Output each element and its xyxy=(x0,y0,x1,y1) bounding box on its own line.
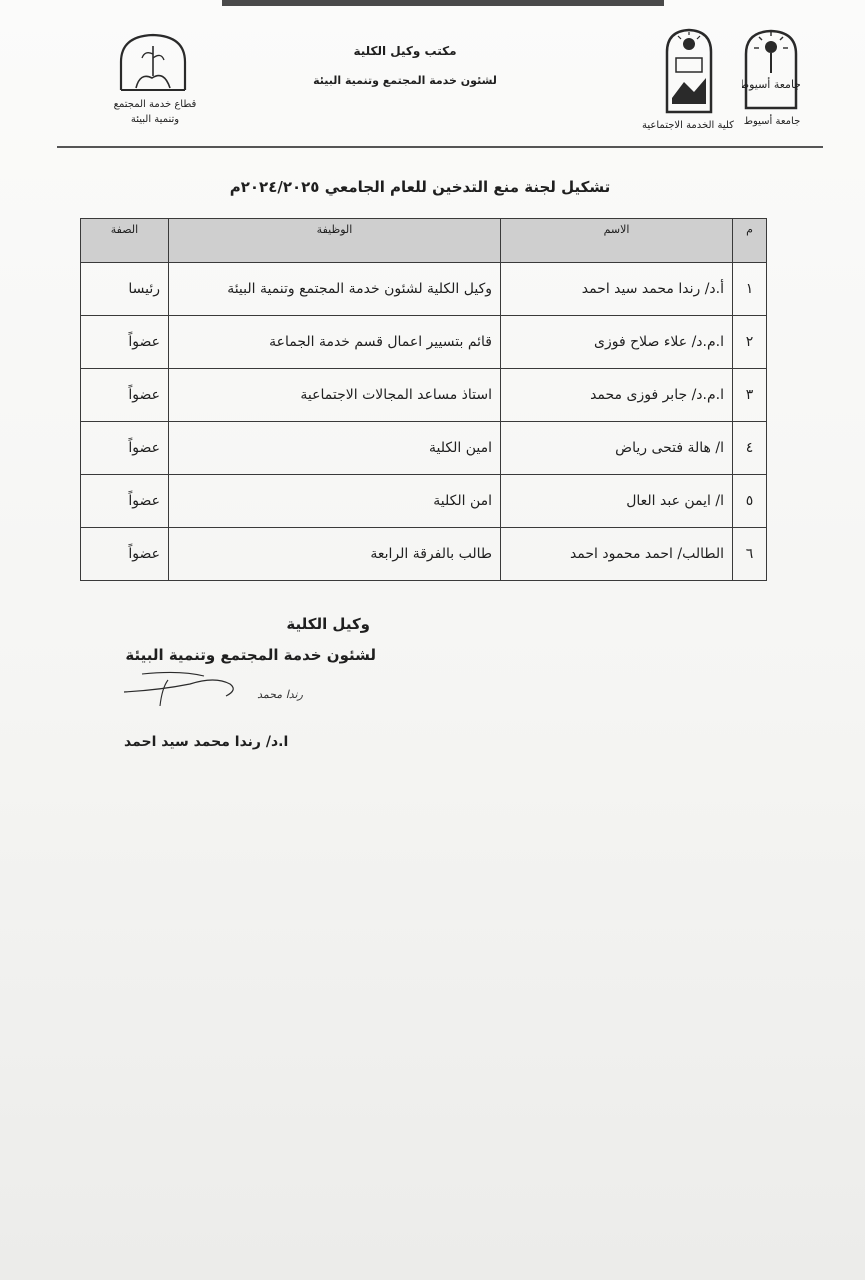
signature-title: وكيل الكلية xyxy=(286,615,370,633)
header-divider xyxy=(57,146,823,148)
table-row xyxy=(81,475,767,528)
member-role: عضواً xyxy=(81,528,169,581)
member-role: عضواً xyxy=(81,369,169,422)
table-row xyxy=(81,369,767,422)
scan-top-edge xyxy=(222,0,664,6)
member-role: رئيسا xyxy=(81,263,169,316)
row-number: ١ xyxy=(733,263,767,316)
member-name: ا/ ايمن عبد العال xyxy=(501,475,733,528)
svg-text:رندا محمد: رندا محمد xyxy=(257,688,303,701)
committee-table xyxy=(80,218,767,581)
row-number: ٦ xyxy=(733,528,767,581)
signatory-name: ا.د/ رندا محمد سيد احمد xyxy=(124,734,289,750)
signature-block xyxy=(116,615,376,664)
office-header xyxy=(290,44,520,87)
member-job: امن الكلية xyxy=(169,475,501,528)
assiut-university-logo xyxy=(742,28,800,114)
member-job: استاذ مساعد المجالات الاجتماعية xyxy=(169,369,501,422)
logo-right-label: جامعة أسيوط xyxy=(743,116,801,127)
member-job: وكيل الكلية لشئون خدمة المجتمع وتنمية البيئة xyxy=(169,263,501,316)
member-name: ا.م.د/ علاء صلاح فوزى xyxy=(501,316,733,369)
office-subline: لشئون خدمة المجتمع وتنمية البيئة xyxy=(313,74,497,87)
member-name: أ.د/ رندا محمد سيد احمد xyxy=(501,263,733,316)
member-role: عضواً xyxy=(81,422,169,475)
column-header-job: الوظيفة xyxy=(169,219,501,263)
row-number: ٥ xyxy=(733,475,767,528)
table-header-row xyxy=(81,219,767,263)
member-role: عضواً xyxy=(81,475,169,528)
office-line: مكتب وكيل الكلية xyxy=(353,44,457,58)
table-row xyxy=(81,528,767,581)
logo-left-label-1: قطاع خدمة المجتمع xyxy=(113,99,197,110)
member-job: امين الكلية xyxy=(169,422,501,475)
member-name: ا/ هالة فتحى رياض xyxy=(501,422,733,475)
svg-text:جامعة أسيوط: جامعة أسيوط xyxy=(742,78,800,91)
table-row xyxy=(81,263,767,316)
document-title: تشكيل لجنة منع التدخين للعام الجامعي ٢٠٢٤/٢٠٢٥م xyxy=(229,178,611,196)
member-job: قائم بتسيير اعمال قسم خدمة الجماعة xyxy=(169,316,501,369)
logo-left-label-2: وتنمية البيئة xyxy=(130,114,180,125)
member-name: ا.م.د/ جابر فوزى محمد xyxy=(501,369,733,422)
table-row xyxy=(81,316,767,369)
member-job: طالب بالفرقة الرابعة xyxy=(169,528,501,581)
handwritten-signature xyxy=(120,662,320,716)
member-name: الطالب/ احمد محمود احمد xyxy=(501,528,733,581)
community-service-sector-logo xyxy=(118,32,188,98)
row-number: ٢ xyxy=(733,316,767,369)
signature-department: لشئون خدمة المجتمع وتنمية البيئة xyxy=(125,646,376,664)
table-row xyxy=(81,422,767,475)
column-header-name: الاسم xyxy=(501,219,733,263)
logo-middle-label: كلية الخدمة الاجتماعية xyxy=(642,120,734,131)
row-number: ٤ xyxy=(733,422,767,475)
column-header-number: م xyxy=(733,219,767,263)
faculty-social-work-logo xyxy=(664,28,714,118)
row-number: ٣ xyxy=(733,369,767,422)
member-role: عضواً xyxy=(81,316,169,369)
column-header-role: الصفة xyxy=(81,219,169,263)
